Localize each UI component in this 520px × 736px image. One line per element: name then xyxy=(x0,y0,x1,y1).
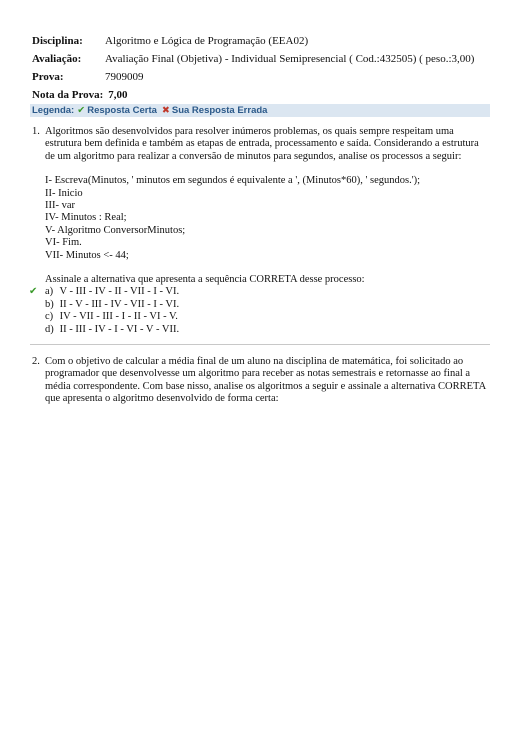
alternative-letter: c) xyxy=(45,311,54,323)
question-text-line: estrutura bem definida e também as etapas de entrada, processamento e saída. Considerando a estrutura xyxy=(45,138,479,150)
alternative-letter: b) xyxy=(45,298,54,310)
legend-bar xyxy=(30,104,490,117)
legend-title: Legenda: xyxy=(32,105,75,116)
prova-value: 7909009 xyxy=(105,71,144,83)
legend-correct-label: Resposta Certa xyxy=(87,105,157,116)
process-item: IV- Minutos : Real; xyxy=(45,212,127,224)
alternative-c[interactable] xyxy=(45,311,490,323)
avaliacao-label: Avaliação: xyxy=(32,53,82,65)
question-body xyxy=(29,126,490,336)
disciplina-label: Disciplina: xyxy=(32,35,83,47)
nota-label: Nota da Prova: xyxy=(32,89,104,101)
disciplina-value: Algoritmo e Lógica de Programação (EEA02) xyxy=(105,35,309,47)
disciplina-row xyxy=(32,32,488,50)
process-item: VII- Minutos <- 44; xyxy=(45,249,129,261)
nota-row xyxy=(32,86,488,104)
alternative-a[interactable] xyxy=(29,286,490,298)
avaliacao-row xyxy=(32,50,488,68)
nota-value: 7,00 xyxy=(108,89,128,101)
question-body xyxy=(45,356,490,406)
prova-row xyxy=(32,68,488,86)
process-item: V- Algoritmo ConversorMinutos; xyxy=(45,224,186,236)
alternative-b[interactable] xyxy=(45,299,490,311)
exam-header xyxy=(32,32,488,104)
alternative-text: IV - VII - III - I - II - VI - V. xyxy=(59,311,178,323)
avaliacao-value: Avaliação Final (Objetiva) - Individual Semipresencial ( Cod.:432505) ( peso.:3,00) xyxy=(105,53,475,65)
question-text-line: de um algoritmo para realizar a conversão de minutos para segundos, analise os processos a seguir: xyxy=(45,150,462,162)
alternative-d[interactable] xyxy=(45,324,490,336)
check-icon: ✔ xyxy=(77,105,86,116)
question-prompt: Assinale a alternativa que apresenta a sequência CORRETA desse processo: xyxy=(45,274,365,286)
alternative-text: V - III - IV - II - VII - I - VI. xyxy=(59,286,180,298)
process-item: III- var xyxy=(45,200,76,212)
question-text-line: que apresenta o algoritmo desenvolvido de forma certa: xyxy=(45,393,279,405)
check-icon: ✔ xyxy=(29,286,38,298)
question-text-line: programador que desenvolvesse um algoritmo para receber as notas semestrais e retornasse ao final a xyxy=(45,368,471,380)
process-item: I- Escreva(Minutos, ' minutos em segundos é equivalente a ', (Minutos*60), ' segundos.'); xyxy=(45,175,421,187)
question-text-line: média correspondente. Com base nisso, analise os algoritmos a seguir e assinale a alternativa CORRETA xyxy=(45,380,487,392)
alternative-letter: a) xyxy=(45,286,54,298)
process-item: II- Inicio xyxy=(45,187,83,199)
cross-icon: ✖ xyxy=(161,105,170,116)
question-number: 1. xyxy=(32,126,40,137)
legend-wrong-label: Sua Resposta Errada xyxy=(171,105,268,116)
alternative-text: II - V - III - IV - VII - I - VI. xyxy=(59,298,180,310)
prova-label: Prova: xyxy=(32,71,64,83)
process-item: VI- Fim. xyxy=(45,237,82,249)
alternative-text: II - III - IV - I - VI - V - VII. xyxy=(59,323,180,335)
question-text-line: Com o objetivo de calcular a média final de um aluno na disciplina de matemática, foi solicitado ao xyxy=(45,356,464,367)
question-text-line: Algoritmos são desenvolvidos para resolver inúmeros problemas, os quais sempre respeitam uma xyxy=(45,126,454,137)
alternative-letter: d) xyxy=(45,323,54,335)
question-divider xyxy=(30,344,490,345)
question-number: 2. xyxy=(32,356,40,367)
